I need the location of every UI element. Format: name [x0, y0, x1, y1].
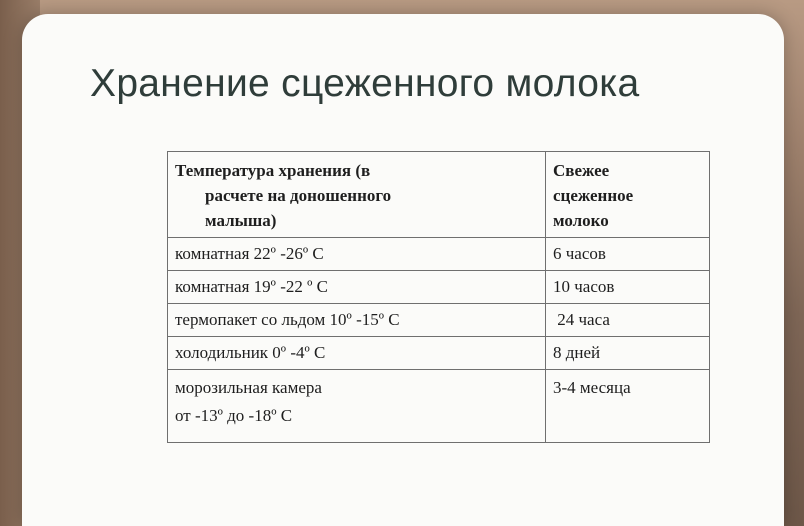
table-header-row [168, 152, 710, 238]
table-row [168, 238, 710, 271]
header-fresh-milk-line2: сцеженное [553, 186, 634, 205]
header-fresh-milk [546, 152, 710, 238]
condition-line1: морозильная камера [175, 378, 322, 397]
table-row [168, 271, 710, 304]
table-row [168, 337, 710, 370]
duration-cell: 3-4 месяца [546, 370, 710, 443]
presentation-slide [22, 14, 784, 526]
table-row [168, 370, 710, 443]
duration-cell: 8 дней [546, 337, 710, 370]
table-row [168, 304, 710, 337]
slide-title: Хранение сцеженного молока [90, 62, 640, 105]
condition-cell [168, 370, 546, 443]
condition-line2: от -13º до -18º C [175, 406, 293, 425]
header-temperature-line3: малыша) [205, 211, 277, 230]
duration-cell: 24 часа [546, 304, 710, 337]
header-fresh-milk-line3: молоко [553, 211, 609, 230]
header-temperature [168, 152, 546, 238]
header-fresh-milk-line1: Свежее [553, 161, 610, 180]
header-temperature-line1: Температура хранения (в [175, 161, 371, 180]
condition-cell: холодильник 0º -4º C [168, 337, 546, 370]
duration-cell: 6 часов [546, 238, 710, 271]
condition-cell: комнатная 19º -22 º C [168, 271, 546, 304]
storage-table [167, 151, 710, 443]
header-temperature-line2: расчете на доношенного [205, 186, 392, 205]
condition-cell: термопакет со льдом 10º -15º C [168, 304, 546, 337]
condition-cell: комнатная 22º -26º C [168, 238, 546, 271]
duration-cell: 10 часов [546, 271, 710, 304]
